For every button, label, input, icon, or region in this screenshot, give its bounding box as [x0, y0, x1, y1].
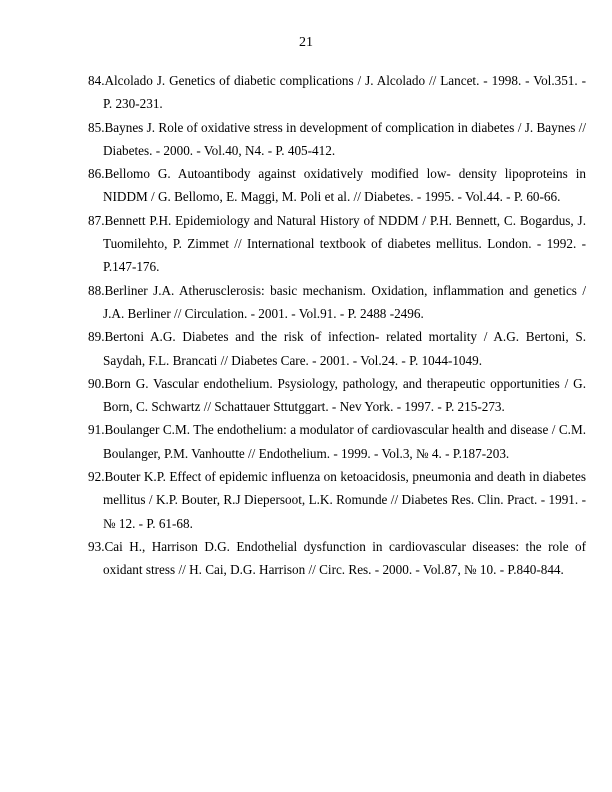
- reference-item: [88, 69, 586, 116]
- reference-list: [88, 69, 586, 582]
- reference-item: [88, 535, 586, 582]
- reference-text: Baynes J. Role of oxidative stress in development of complication in diabetes / J. Baynes // Diabetes. - 2000. - Vol.40, N4. - P. 405-412.: [103, 119, 586, 158]
- reference-number: 86.: [88, 166, 105, 182]
- reference-text: Alcolado J. Genetics of diabetic complications / J. Alcolado // Lancet. - 1998. - Vol.351. - P. 230-231.: [103, 73, 586, 112]
- reference-number: 90.: [88, 375, 105, 391]
- page-number: 21: [299, 35, 313, 50]
- reference-item: [88, 372, 586, 419]
- reference-number: 85.: [88, 119, 105, 135]
- reference-text: Bellomo G. Autoantibody against oxidatively modified low- density lipoproteins in NIDDM / G. Bellomo, E. Maggi, M. Poli et al. // Diabetes. - 1995. - Vol.44. - P. 60-66.: [103, 166, 586, 205]
- reference-item: [88, 465, 586, 535]
- reference-number: 84.: [88, 73, 105, 88]
- reference-text: Bennett P.H. Epidemiology and Natural History of NDDM / P.H. Bennett, C. Bogardus, J. Tuomilehto, P. Zimmet // International textbook of diabetes mellitus. London. - 1992. - P.147-176.: [103, 212, 586, 275]
- reference-text: Bouter K.P. Effect of epidemic influenza on ketoacidosis, pneumonia and death in diabetes mellitus / K.P. Bouter, R.J Diepersoot, L.K. Romunde // Diabetes Res. Clin. Pract. - 1991. - № 12. - P. 61-68.: [103, 469, 586, 531]
- reference-text: Born G. Vascular endothelium. Psysiology, pathology, and therapeutic opportunities / G. Born, C. Schwartz // Schattauer Sttutggart. - Nev York. - 1997. - P. 215-273.: [103, 375, 586, 415]
- reference-text: Cai H., Harrison D.G. Endothelial dysfunction in cardiovascular diseases: the role of oxidant stress // H. Cai, D.G. Harrison // Circ. Res. - 2000. - Vol.87, № 10. - P.840-844.: [103, 538, 586, 578]
- reference-item: [88, 279, 586, 326]
- reference-text: Boulanger C.M. The endothelium: a modulator of cardiovascular health and disease / C.M. Boulanger, P.M. Vanhoutte // Endothelium. - 1999. - Vol.3, № 4. - P.187-203.: [103, 422, 586, 461]
- reference-item: [88, 209, 586, 279]
- reference-item: [88, 116, 586, 163]
- reference-number: 89.: [88, 329, 105, 345]
- reference-text: Bertoni A.G. Diabetes and the risk of infection- related mortality / A.G. Bertoni, S. Saydah, F.L. Brancati // Diabetes Care. - 2001. - Vol.24. - P. 1044-1049.: [103, 329, 586, 368]
- reference-number: 88.: [88, 282, 105, 298]
- reference-number: 93.: [88, 538, 105, 554]
- reference-item: [88, 162, 586, 209]
- reference-number: 91.: [88, 422, 105, 438]
- reference-number: 87.: [88, 212, 105, 228]
- reference-item: [88, 418, 586, 465]
- reference-number: 92.: [88, 469, 105, 485]
- reference-text: Berliner J.A. Atherusclerosis: basic mechanism. Oxidation, inflammation and genetics / J.A. Berliner // Circulation. - 2001. - Vol.91. - P. 2488 -2496.: [103, 282, 586, 321]
- reference-item: [88, 325, 586, 372]
